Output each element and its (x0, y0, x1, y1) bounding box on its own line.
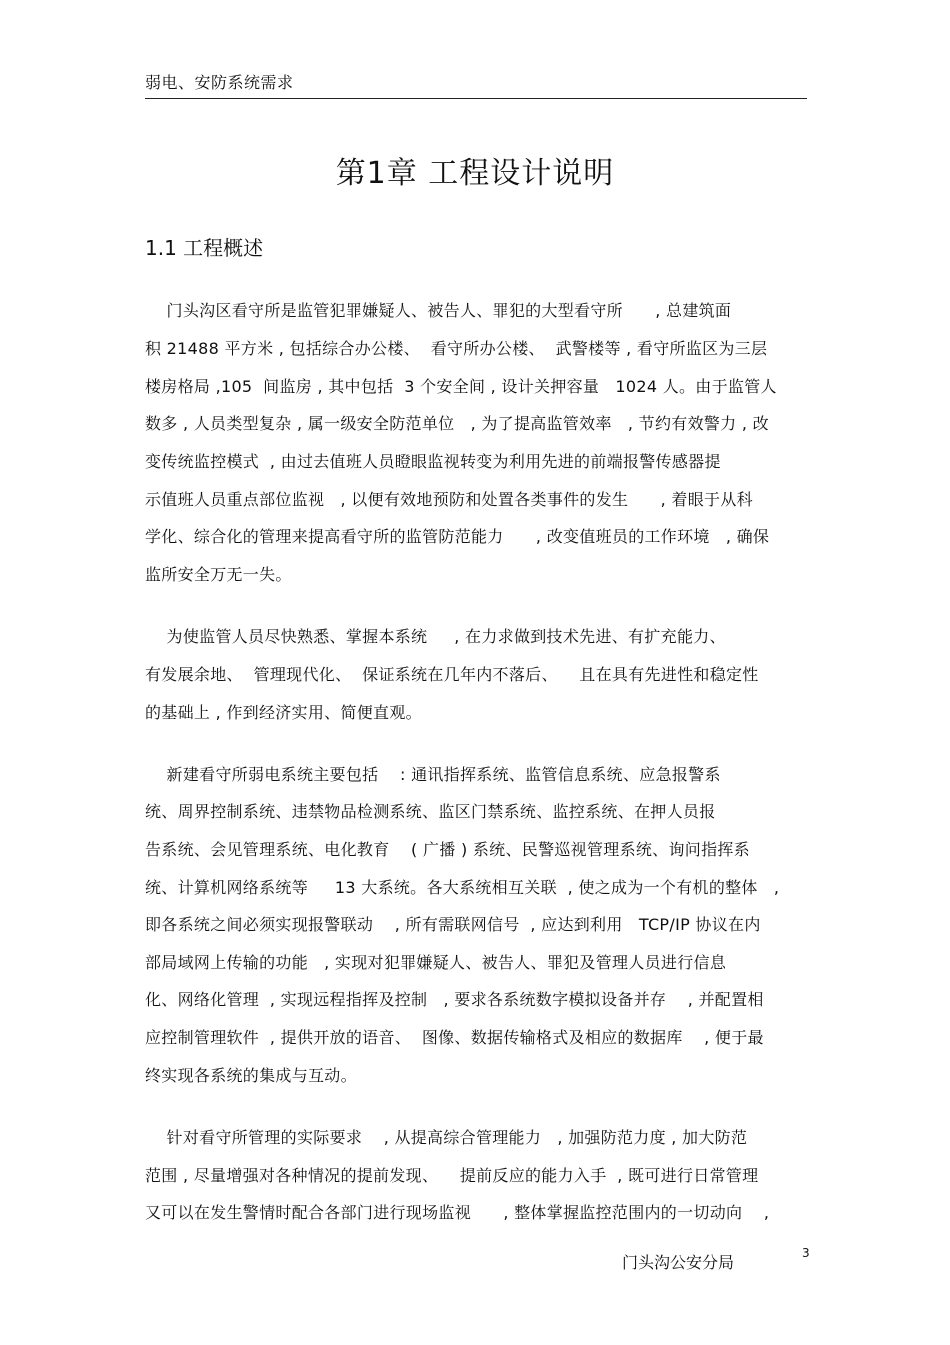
text-line: 告系统、会见管理系统、电化教育 ( 广播 ) 系统、民警巡视管理系统、询问指挥系 (145, 840, 750, 859)
text-line: 学化、综合化的管理来提高看守所的监管防范能力 , 改变值班员的工作环境 , 确保 (145, 527, 770, 546)
page-header (145, 68, 807, 99)
text-line: 统、周界控制系统、违禁物品检测系统、监区门禁系统、监控系统、在押人员报 (145, 802, 716, 821)
text-line: 监所安全万无一失。 (145, 565, 292, 584)
text-line: 新建看守所弱电系统主要包括 : 通讯指挥系统、监管信息系统、应急报警系 (145, 765, 721, 784)
text-line: 范围 , 尽量增强对各种情况的提前发现、 提前反应的能力入手 , 既可进行日常管理 (145, 1166, 759, 1185)
chapter-title: 第1章 工程设计说明 (335, 156, 615, 191)
text-line: 积 21488 平方米 , 包括综合办公楼、 看守所办公楼、 武警楼等 , 看守所监区为三层 (145, 339, 768, 358)
text-line: 又可以在发生警情时配合各部门进行现场监视 , 整体掌握监控范围内的一切动向 , (145, 1203, 770, 1222)
text-line: 为使监管人员尽快熟悉、掌握本系统 , 在力求做到技术先进、有扩充能力、 (145, 627, 726, 646)
text-line: 终实现各系统的集成与互动。 (145, 1066, 357, 1085)
text-line: 即各系统之间必须实现报警联动 , 所有需联网信号 , 应达到利用 TCP/IP 协议在内 (145, 915, 761, 934)
text-line: 针对看守所管理的实际要求 , 从提高综合管理能力 , 加强防范力度 , 加大防范 (145, 1128, 748, 1147)
text-line: 应控制管理软件 , 提供开放的语音、 图像、数据传输格式及相应的数据库 , 便于最 (145, 1028, 764, 1047)
text-line: 有发展余地、 管理现代化、 保证系统在几年内不落后、 且在具有先进性和稳定性 (145, 665, 759, 684)
footer-organization: 门头沟公安分局 (622, 1253, 735, 1272)
text-line: 统、计算机网络系统等 13 大系统。各大系统相互关联 , 使之成为一个有机的整体 , (145, 878, 780, 897)
text-line: 门头沟区看守所是监管犯罪嫌疑人、被告人、罪犯的大型看守所 , 总建筑面 (145, 301, 732, 320)
page-number: 3 (802, 1246, 810, 1260)
section-title: 1.1 工程概述 (145, 236, 264, 260)
text-line: 化、网络化管理 , 实现远程指挥及控制 , 要求各系统数字模拟设备并存 , 并配置相 (145, 990, 764, 1009)
text-line: 变传统监控模式 , 由过去值班人员瞪眼监视转变为利用先进的前端报警传感器提 (145, 452, 721, 471)
text-line: 示值班人员重点部位监视 , 以便有效地预防和处置各类事件的发生 , 着眼于从科 (145, 490, 753, 509)
text-line: 数多 , 人员类型复杂 , 属一级安全防范单位 , 为了提高监管效率 , 节约有效警力 , 改 (145, 414, 769, 433)
text-line: 楼房格局 ,105 间监房 , 其中包括 3 个安全间 , 设计关押容量 1024 人。由于监管人 (145, 377, 777, 396)
text-line: 的基础上 , 作到经济实用、简便直观。 (145, 703, 422, 722)
text-line: 部局域网上传输的功能 , 实现对犯罪嫌疑人、被告人、罪犯及管理人员进行信息 (145, 953, 727, 972)
header-title: 弱电、安防系统需求 (145, 73, 294, 92)
